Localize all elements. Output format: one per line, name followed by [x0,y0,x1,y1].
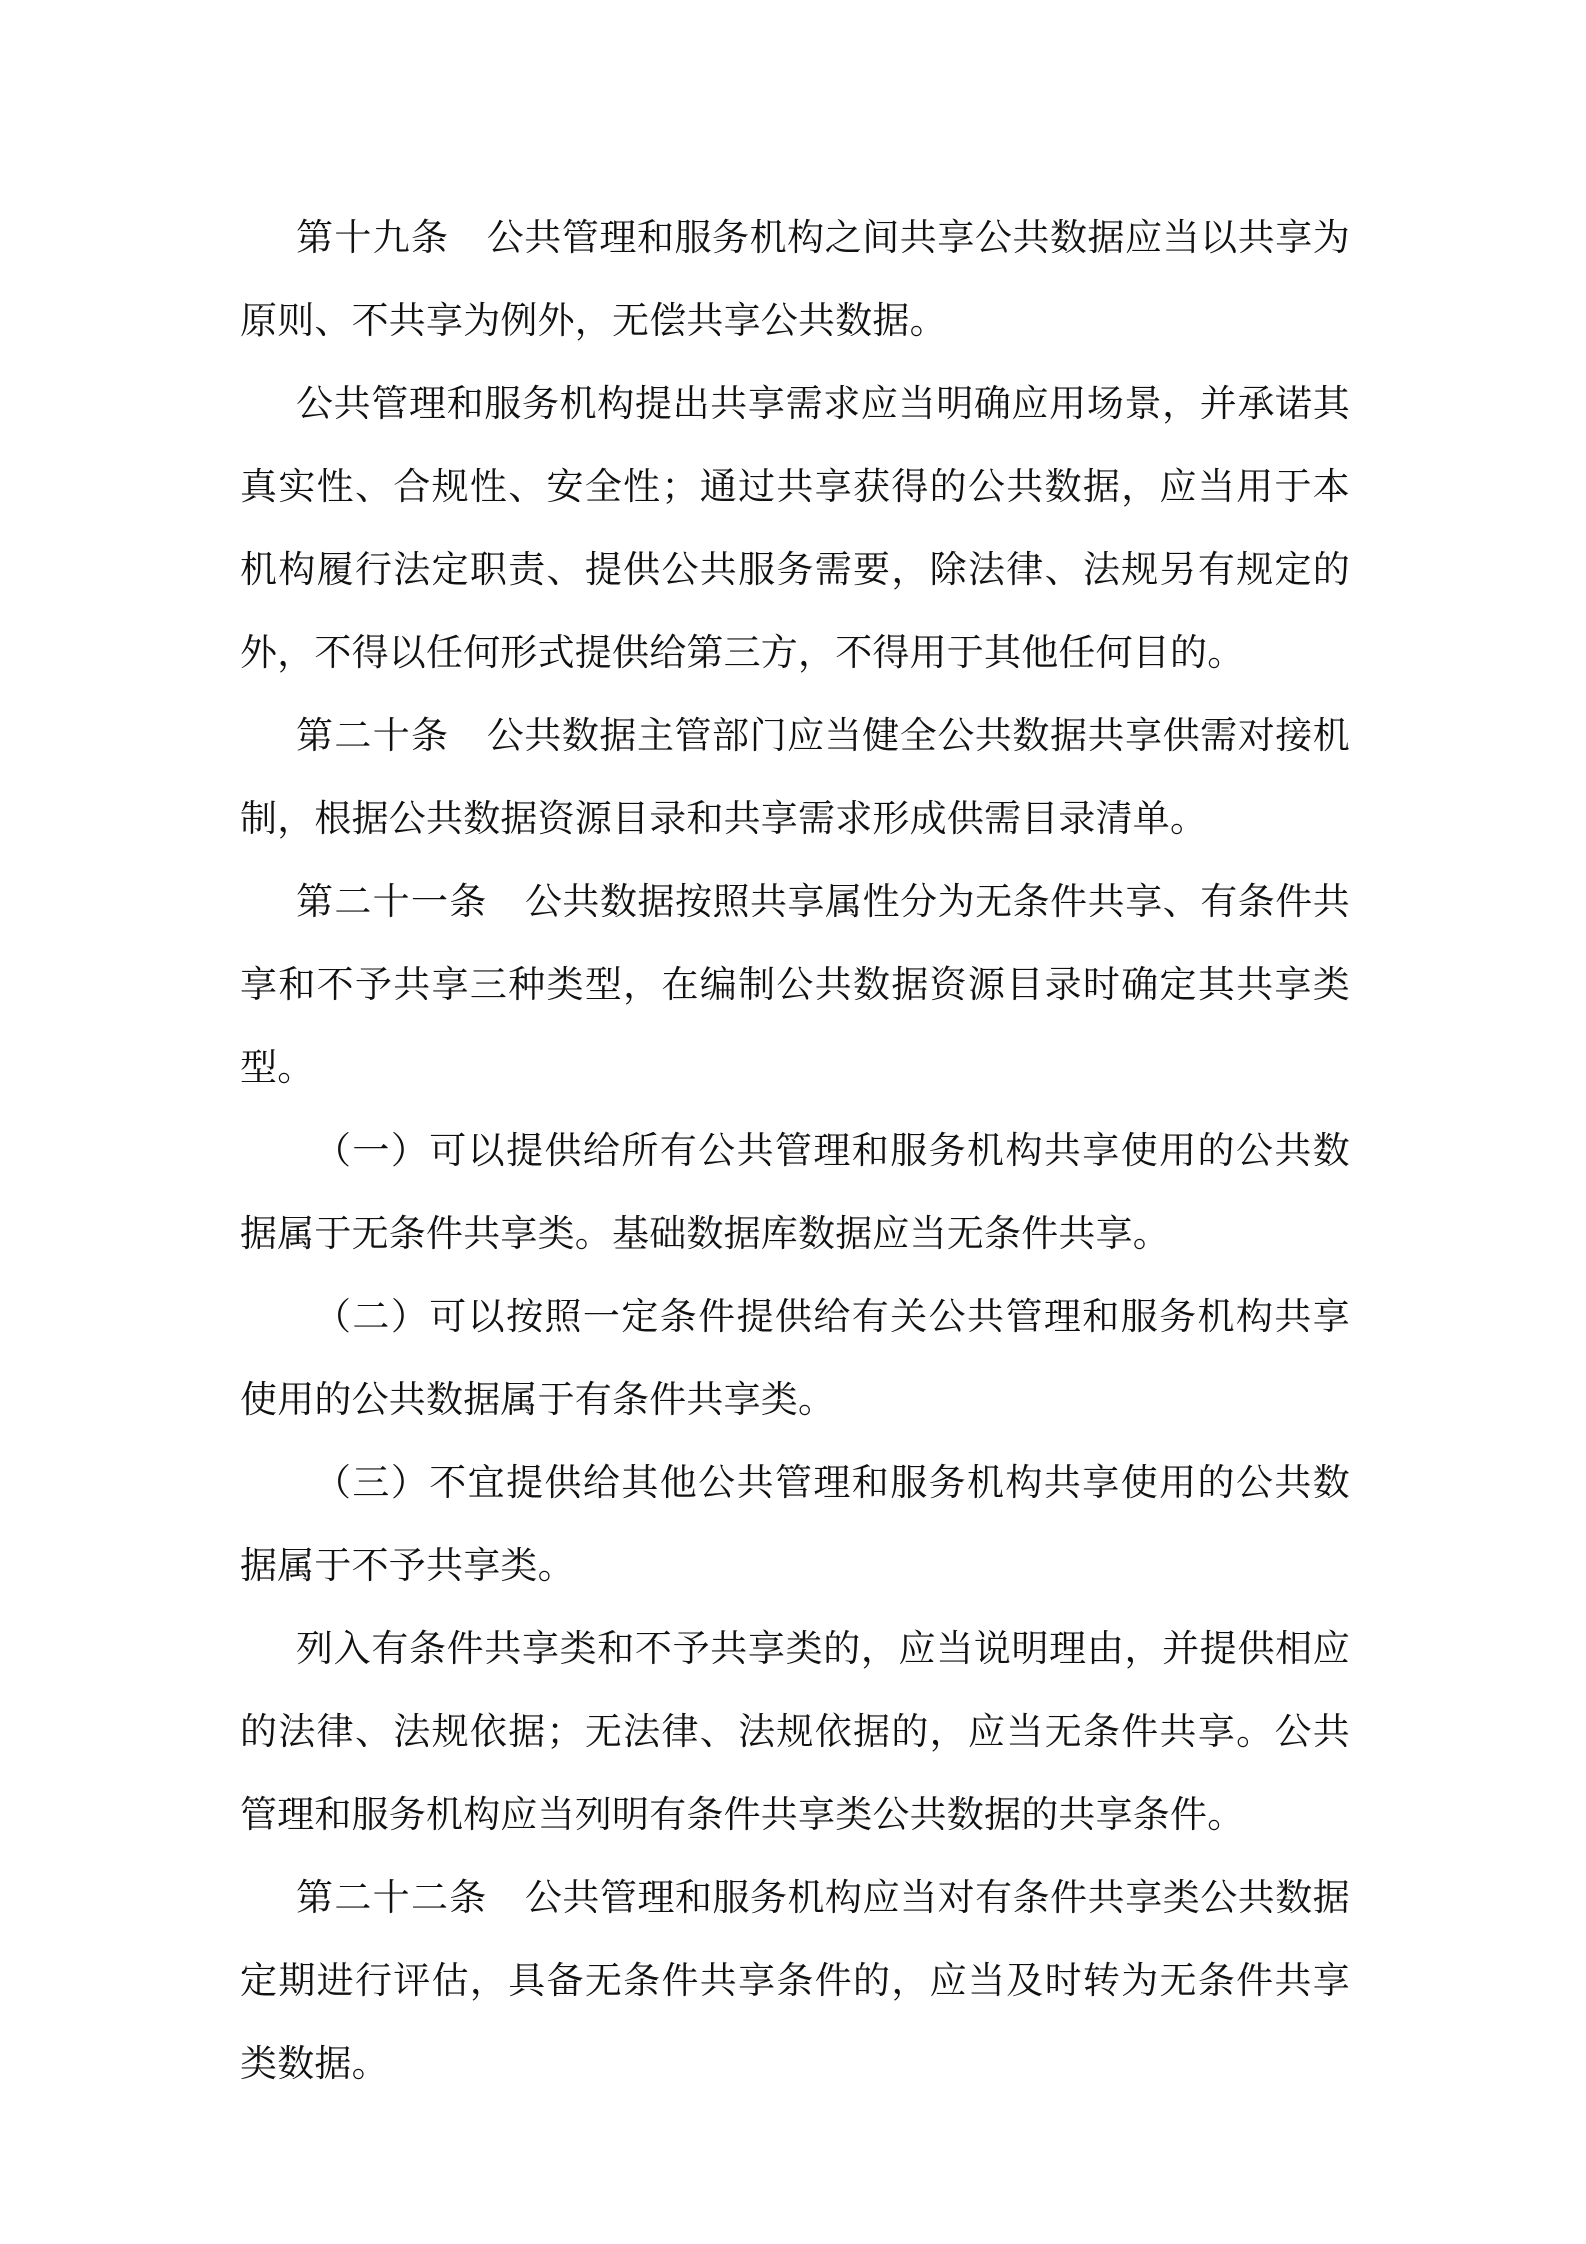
body-paragraph [240,362,1350,694]
paragraph-text: 列入有条件共享类和不予共享类的，应当说明理由，并提供相应的法律、法规依据；无法律、法规依据的，应当无条件共享。公共管理和服务机构应当列明有条件共享类公共数据的共享条件。 [240,1627,1350,1836]
article-text: 公共数据主管部门应当健全公共数据共享供需对接机制，根据公共数据资源目录和共享需求形成供需目录清单。 [240,714,1351,840]
article-label: 第二十二条 [296,1876,488,1919]
article-label: 第二十一条 [296,880,488,923]
article-label: 第十九条 [296,216,450,259]
article-19-paragraph [240,196,1350,362]
body-paragraph [240,1607,1350,1856]
list-item-text: （二）可以按照一定条件提供给有关公共管理和服务机构共享使用的公共数据属于有条件共享类。 [240,1295,1350,1421]
list-item-text: （三）不宜提供给其他公共管理和服务机构共享使用的公共数据属于不予共享类。 [240,1461,1350,1587]
list-item-1 [240,1109,1350,1275]
article-text: 公共管理和服务机构应当对有条件共享类公共数据定期进行评估，具备无条件共享条件的，应当及时转为无条件共享类数据。 [240,1876,1350,2085]
list-item-2 [240,1275,1350,1441]
article-20-paragraph [240,694,1350,860]
list-item-text: （一）可以提供给所有公共管理和服务机构共享使用的公共数据属于无条件共享类。基础数据库数据应当无条件共享。 [240,1129,1350,1255]
article-text: 公共数据按照共享属性分为无条件共享、有条件共享和不予共享三种类型，在编制公共数据资源目录时确定其共享类型。 [240,880,1350,1089]
article-label: 第二十条 [296,714,450,757]
article-21-paragraph [240,860,1350,1109]
list-item-3 [240,1441,1350,1607]
article-text: 公共管理和服务机构之间共享公共数据应当以共享为原则、不共享为例外，无偿共享公共数据。 [240,216,1351,342]
document-body [240,196,1350,2105]
article-22-paragraph [240,1856,1350,2105]
paragraph-text: 公共管理和服务机构提出共享需求应当明确应用场景，并承诺其真实性、合规性、安全性；通过共享获得的公共数据，应当用于本机构履行法定职责、提供公共服务需要，除法律、法规另有规定的外，不得以任何形式提供给第三方，不得用于其他任何目的。 [240,382,1350,674]
